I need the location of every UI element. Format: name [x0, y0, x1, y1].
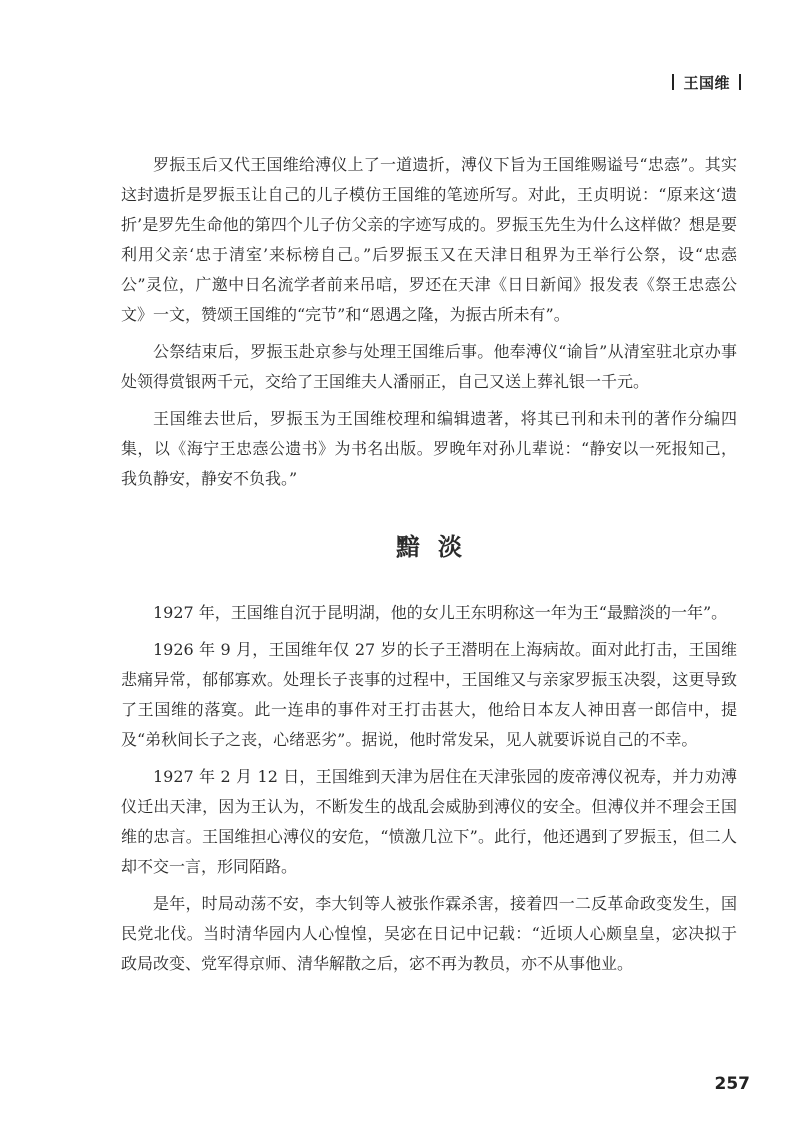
header-bar-left [672, 74, 674, 90]
paragraph: 1926 年 9 月，王国维年仅 27 岁的长子王潜明在上海病故。面对此打击，王国维悲痛异常，郁郁寡欢。处理长子丧事的过程中，王国维又与亲家罗振玉决裂，这更导致了王国维的落寞。此一连串的事件对王打击甚大，他给日本友人神田喜一郎信中，提及“弟秋间长子之丧，心绪恶劣”。据说，他时常发呆，见人就要诉说自己的不幸。 [121, 640, 737, 749]
paragraph: 公祭结束后，罗振玉赴京参与处理王国维后事。他奉溥仪“谕旨”从清室驻北京办事处领得赏银两千元，交给了王国维夫人潘丽正，自己又送上葬礼银一千元。 [121, 342, 737, 391]
paragraph: 是年，时局动荡不安，李大钊等人被张作霖杀害，接着四一二反革命政变发生，国民党北伐。当时清华园内人心惶惶，吴宓在日记中记载：“近顷人心颇皇皇，宓决拟于政局改变、党军得京师、清华解散之后，宓不再为教员，亦不从事他业。 [121, 894, 737, 973]
section-title: 黯淡 [396, 533, 480, 561]
page-number: 257 [714, 1074, 750, 1094]
paragraph: 王国维去世后，罗振玉为王国维校理和编辑遗著，将其已刊和未刊的著作分编四集，以《海宁王忠悫公遗书》为书名出版。罗晚年对孙儿辈说：“静安以一死报知己，我负静安，静安不负我。” [121, 409, 737, 488]
chapter-title: 王国维 [683, 74, 730, 92]
page-body [121, 150, 737, 979]
running-header [663, 72, 750, 93]
paragraph: 1927 年 2 月 12 日，王国维到天津为居住在天津张园的废帝溥仪祝寿，并力劝溥仪迁出天津，因为王认为，不断发生的战乱会威胁到溥仪的安全。但溥仪并不理会王国维的忠言。王国维担心溥仪的安危，“愤激几泣下”。此行，他还遇到了罗振玉，但二人却不交一言，形同陌路。 [121, 767, 737, 876]
paragraph: 1927 年，王国维自沉于昆明湖，他的女儿王东明称这一年为王“最黯淡的一年”。 [153, 603, 728, 622]
header-bar-right [739, 74, 741, 90]
paragraph: 罗振玉后又代王国维给溥仪上了一道遗折，溥仪下旨为王国维赐谥号“忠悫”。其实这封遗折是罗振玉让自己的儿子模仿王国维的笔迹所写。对此，王贞明说：“原来这‘遗折’是罗先生命他的第四个儿子仿父亲的字迹写成的。罗振玉先生为什么这样做？想是要利用父亲‘忠于清室’来标榜自己。”后罗振玉又在天津日租界为王举行公祭，设“忠悫公”灵位，广邀中日名流学者前来吊唁，罗还在天津《日日新闻》报发表《祭王忠悫公文》一文，赞颂王国维的“完节”和“恩遇之隆，为振古所未有”。 [121, 155, 737, 324]
